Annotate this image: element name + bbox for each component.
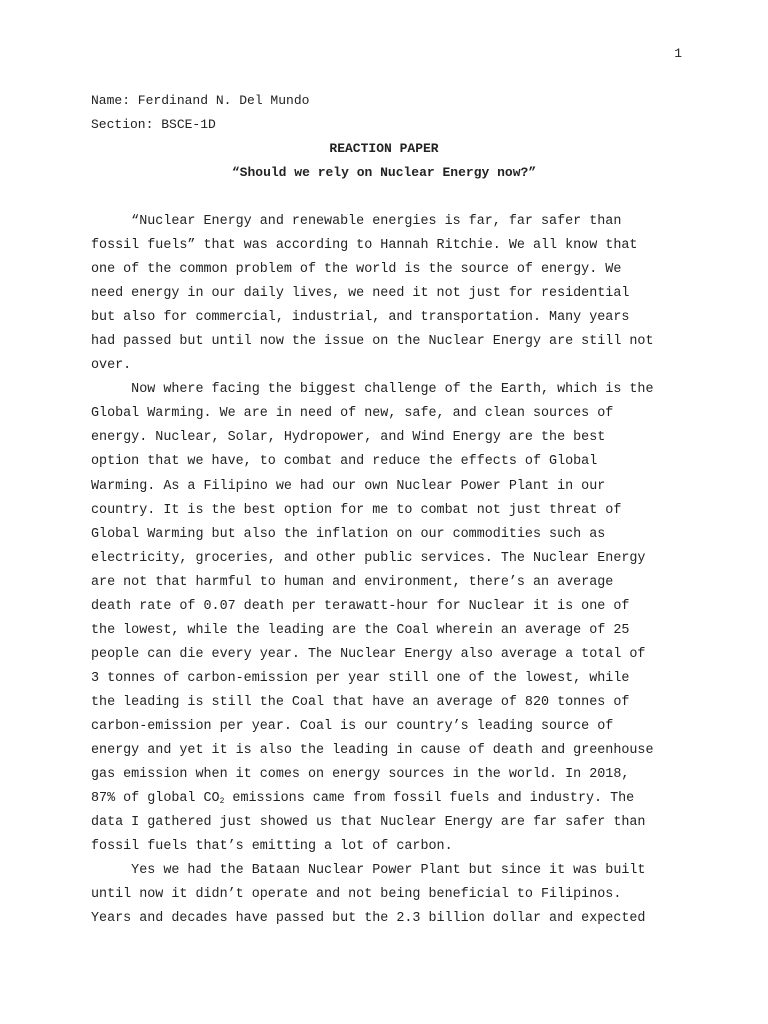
- text-line: fossil fuels” that was according to Hannah Ritchie. We all know that: [91, 238, 638, 254]
- text-line: Warming. As a Filipino we had our own Nuclear Power Plant in our: [91, 478, 606, 494]
- co2-text-after: emissions came from fossil fuels and industry. The: [224, 791, 635, 807]
- text-line: Years and decades have passed but the 2.3 billion dollar and expected: [91, 911, 646, 927]
- text-line: until now it didn’t operate and not being beneficial to Filipinos.: [91, 887, 622, 903]
- text-line: people can die every year. The Nuclear Energy also average a total of: [91, 646, 646, 662]
- text-line: over.: [91, 358, 132, 374]
- paper-heading: REACTION PAPER: [329, 141, 439, 156]
- text-line: fossil fuels that’s emitting a lot of carbon.: [91, 839, 453, 855]
- text-line: Global Warming. We are in need of new, safe, and clean sources of: [91, 406, 614, 422]
- text-line: carbon-emission per year. Coal is our country’s leading source of: [91, 718, 614, 734]
- text-line: energy and yet it is also the leading in cause of death and greenhouse: [91, 743, 654, 759]
- text-line: Global Warming but also the inflation on our commodities such as: [91, 526, 606, 542]
- text-line: are not that harmful to human and environment, there’s an average: [91, 574, 614, 590]
- text-line: energy. Nuclear, Solar, Hydropower, and Wind Energy are the best: [91, 430, 606, 446]
- body-text: [91, 210, 691, 931]
- text-line: death rate of 0.07 death per terawatt-hour for Nuclear it is one of: [91, 598, 630, 614]
- co2-subscript: 2: [219, 797, 225, 807]
- text-line: the lowest, while the leading are the Coal wherein an average of 25: [91, 622, 630, 638]
- text-line: option that we have, to combat and reduce the effects of Global: [91, 454, 598, 470]
- text-line: the leading is still the Coal that have an average of 820 tonnes of: [91, 694, 630, 710]
- author-name: Name: Ferdinand N. Del Mundo: [91, 93, 310, 108]
- text-line: “Nuclear Energy and renewable energies is far, far safer than: [91, 214, 622, 229]
- section-label: Section: BSCE-1D: [91, 117, 216, 132]
- text-line: gas emission when it comes on energy sources in the world. In 2018,: [91, 767, 630, 783]
- text-line: had passed but until now the issue on the Nuclear Energy are still not: [91, 334, 654, 350]
- text-line: data I gathered just showed us that Nuclear Energy are far safer than: [91, 815, 646, 831]
- text-line: Yes we had the Bataan Nuclear Power Plant but since it was built: [91, 863, 646, 879]
- co2-text-before: 87% of global CO: [91, 791, 220, 807]
- text-line: 3 tonnes of carbon-emission per year still one of the lowest, while: [91, 670, 630, 686]
- text-line: but also for commercial, industrial, and transportation. Many years: [91, 310, 630, 326]
- text-line-co2: [91, 787, 691, 811]
- text-line: electricity, groceries, and other public services. The Nuclear Energy: [91, 550, 646, 566]
- text-line: need energy in our daily lives, we need it not just for residential: [91, 286, 630, 302]
- page-number: 1: [674, 46, 682, 61]
- text-line: one of the common problem of the world is the source of energy. We: [91, 262, 622, 278]
- paper-title: “Should we rely on Nuclear Energy now?”: [231, 165, 537, 180]
- text-line: country. It is the best option for me to combat not just threat of: [91, 502, 622, 518]
- text-line: Now where facing the biggest challenge of the Earth, which is the: [91, 382, 654, 398]
